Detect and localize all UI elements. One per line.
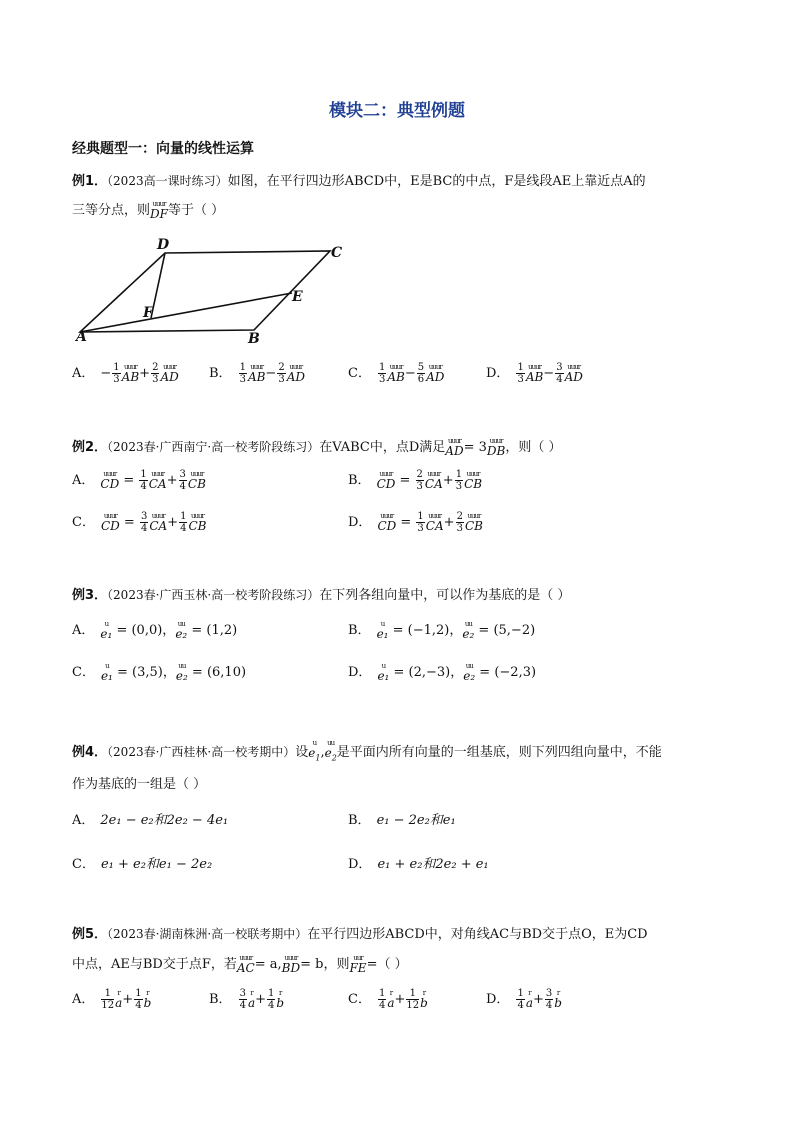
vector-df: uuur DF xyxy=(150,200,168,221)
vector: uuur AD xyxy=(564,363,583,384)
vector: uuur CA xyxy=(148,470,167,491)
q3-option-a: A． u e₁ = (0,0)， uu e₂ = (1,2) xyxy=(72,620,238,641)
vector: uuur AD xyxy=(286,363,305,384)
question-1-source: （2023高一课时练习） xyxy=(107,174,228,188)
vector: uuur CB xyxy=(464,512,483,533)
vector: r a xyxy=(247,989,256,1010)
question-4-line-1: 例4．（2023春·广西桂林·高一校考期中）设 u $e_1$ , uu $e_2$ 是平面内所有向量的一组基底，则下列四组向量中，不能 xyxy=(72,739,662,763)
fraction: $\frac{1}{3}$ xyxy=(517,362,524,385)
fraction: $\frac{3}{4}$ xyxy=(556,362,563,385)
q4-option-a: A． 2e₁ − e₂和2e₂ − 4e₁ xyxy=(72,813,229,828)
fraction: $\frac{3}{4}$ xyxy=(239,988,246,1011)
vector: uu e₂ xyxy=(462,620,475,641)
vector: uu e₂ xyxy=(175,662,188,683)
vector: uuur CA xyxy=(424,470,443,491)
fraction: $\frac{2}{3}$ xyxy=(278,362,285,385)
vector: uuur CD xyxy=(100,512,120,533)
question-4-label: 例4． xyxy=(72,745,108,760)
vector: uuur AB xyxy=(121,363,140,384)
fraction: $\frac{1}{3}$ xyxy=(378,362,386,385)
fraction: $\frac{1}{4}$ xyxy=(180,511,187,534)
vector: uuur CA xyxy=(425,512,444,533)
question-1-label: 例1． xyxy=(72,174,108,189)
q4-option-d: D． e₁ + e₂和2e₂ + e₁ xyxy=(348,857,489,872)
fraction: $\frac{1}{4}$ xyxy=(135,988,142,1011)
fraction: $\frac{1}{12}$ xyxy=(406,988,420,1011)
q2-option-c: C． uuur CD = $\frac{3}{4}$ uuur CA + $\frac{1}{4}$ uuur CB xyxy=(72,511,207,534)
vector: u e₁ xyxy=(100,620,113,641)
vector: uuur CD xyxy=(100,470,120,491)
fraction: $\frac{1}{4}$ xyxy=(517,988,524,1011)
fig-label-f: F xyxy=(143,305,153,321)
vector: uuur AB xyxy=(525,363,544,384)
q4-option-b: B． e₁ − 2e₂和e₁ xyxy=(348,813,456,828)
vector: uuur CD xyxy=(377,512,397,533)
fraction: $\frac{1}{3}$ xyxy=(239,362,246,385)
vector: r b xyxy=(143,989,152,1010)
question-1-line-1 xyxy=(72,166,646,197)
fraction: $\frac{1}{12}$ xyxy=(101,988,115,1011)
page-title: 模块二：典型例题 xyxy=(329,101,465,121)
vector: uuur CB xyxy=(464,470,483,491)
fraction: $\frac{3}{4}$ xyxy=(140,511,148,534)
parallelogram-figure xyxy=(72,235,362,345)
fraction: $\frac{1}{3}$ xyxy=(455,469,463,492)
vector: uuur AB xyxy=(247,363,266,384)
q3-option-b: B． u e₁ = (−1,2)， uu e₂ = (5,−2) xyxy=(348,620,536,641)
question-5-label: 例5． xyxy=(72,927,108,942)
question-2-line: 例2．（2023春·广西南宁·高一校考阶段练习）在VABC中，点D满足 uuur AD = 3 uuur DB ，则（ ） xyxy=(72,437,562,458)
question-5-line-1: 例5．（2023春·湖南株洲·高一校联考期中）在平行四边形ABCD中，对角线AC与BD交于点O，E为CD xyxy=(72,927,648,942)
q2-option-a: A． uuur CD = $\frac{1}{4}$ uuur CA + $\frac{3}{4}$ uuur CB xyxy=(72,469,206,492)
fraction: $\frac{2}{3}$ xyxy=(456,511,463,534)
vector: uuur AB xyxy=(387,363,405,384)
vector: u e₁ xyxy=(376,620,389,641)
section-heading: 经典题型一：向量的线性运算 xyxy=(72,141,254,157)
q1-option-d: D． $\frac{1}{3}$ uuur AB − $\frac{3}{4}$ uuur AD xyxy=(486,362,583,385)
fig-label-b: B xyxy=(248,331,260,345)
fraction: $\frac{1}{3}$ xyxy=(417,511,424,534)
q5-option-b: B． $\frac{3}{4}$ r a + $\frac{1}{4}$ r b xyxy=(209,988,285,1011)
fraction: $\frac{5}{6}$ xyxy=(417,362,425,385)
vector: u e₁ xyxy=(100,662,113,683)
q4-option-c: C． e₁ + e₂和e₁ − 2e₂ xyxy=(72,857,213,872)
fig-label-c: C xyxy=(331,245,343,261)
vector: uuur CD xyxy=(376,470,396,491)
fig-label-d: D xyxy=(157,237,170,253)
q1-option-c: C． $\frac{1}{3}$ uuur AB − $\frac{5}{6}$ uuur AD xyxy=(348,362,445,385)
fraction: $\frac{1}{4}$ xyxy=(378,988,386,1011)
fraction: $\frac{2}{3}$ xyxy=(152,362,159,385)
vector: uuur AD xyxy=(426,363,445,384)
vector: r b xyxy=(554,989,562,1010)
q5-option-a: A． $\frac{1}{12}$ r a + $\frac{1}{4}$ r b xyxy=(72,988,152,1011)
fig-label-a: A xyxy=(76,329,87,345)
question-1-line-2: 三等分点，则 uuur DF 等于（ ） xyxy=(72,200,225,221)
vector: uuur CB xyxy=(187,470,206,491)
fraction: $\frac{1}{3}$ xyxy=(113,362,120,385)
q2-option-b: B． uuur CD = $\frac{2}{3}$ uuur CA + $\frac{1}{3}$ uuur CB xyxy=(348,469,483,492)
vector: uuur CA xyxy=(149,512,168,533)
question-1-text: 如图，在平行四边形ABCD中，E是BC的中点，F是线段AE上靠近点A的 xyxy=(227,174,646,189)
q5-option-d: D． $\frac{1}{4}$ r a + $\frac{3}{4}$ r b xyxy=(486,988,562,1011)
vector: uuur AD xyxy=(160,363,179,384)
question-5-line-2: 中点，AE与BD交于点F，若 uuur AC = a, uuur BD = b，则 uur FE =（ ） xyxy=(72,954,408,975)
q1-option-b: B． $\frac{1}{3}$ uuur AB − $\frac{2}{3}$ uuur AD xyxy=(209,362,305,385)
vector: r a xyxy=(387,989,395,1010)
fraction: $\frac{1}{4}$ xyxy=(140,469,147,492)
vector: u e₁ xyxy=(377,662,390,683)
vector: r a xyxy=(525,989,533,1010)
question-2-label: 例2． xyxy=(72,440,108,455)
vector: r b xyxy=(420,989,428,1010)
vector: r a xyxy=(115,989,123,1010)
vector: r b xyxy=(276,989,285,1010)
q3-option-c: C． u e₁ = (3,5)， uu e₂ = (6,10) xyxy=(72,662,247,683)
q5-option-c: C． $\frac{1}{4}$ r a + $\frac{1}{12}$ r b xyxy=(348,988,428,1011)
question-4-line-2: 作为基底的一组是（ ） xyxy=(72,777,207,792)
q1-option-a: A． − $\frac{1}{3}$ uuur AB + $\frac{2}{3}$ uuur AD xyxy=(72,362,179,385)
vector: uuur CB xyxy=(188,512,207,533)
vector: uu e₂ xyxy=(463,662,476,683)
question-3-label: 例3． xyxy=(72,588,108,603)
q2-option-d: D． uuur CD = $\frac{1}{3}$ uuur CA + $\frac{2}{3}$ uuur CB xyxy=(348,511,483,534)
fig-label-e: E xyxy=(292,289,303,305)
vector: uu e₂ xyxy=(175,620,188,641)
q3-option-d: D． u e₁ = (2,−3)， uu e₂ = (−2,3) xyxy=(348,662,537,683)
question-3-line: 例3．（2023春·广西玉林·高一校考阶段练习）在下列各组向量中，可以作为基底的是（ ） xyxy=(72,588,571,603)
fraction: $\frac{3}{4}$ xyxy=(179,469,186,492)
fraction: $\frac{2}{3}$ xyxy=(416,469,423,492)
fraction: $\frac{3}{4}$ xyxy=(545,988,553,1011)
fraction: $\frac{1}{4}$ xyxy=(268,988,275,1011)
